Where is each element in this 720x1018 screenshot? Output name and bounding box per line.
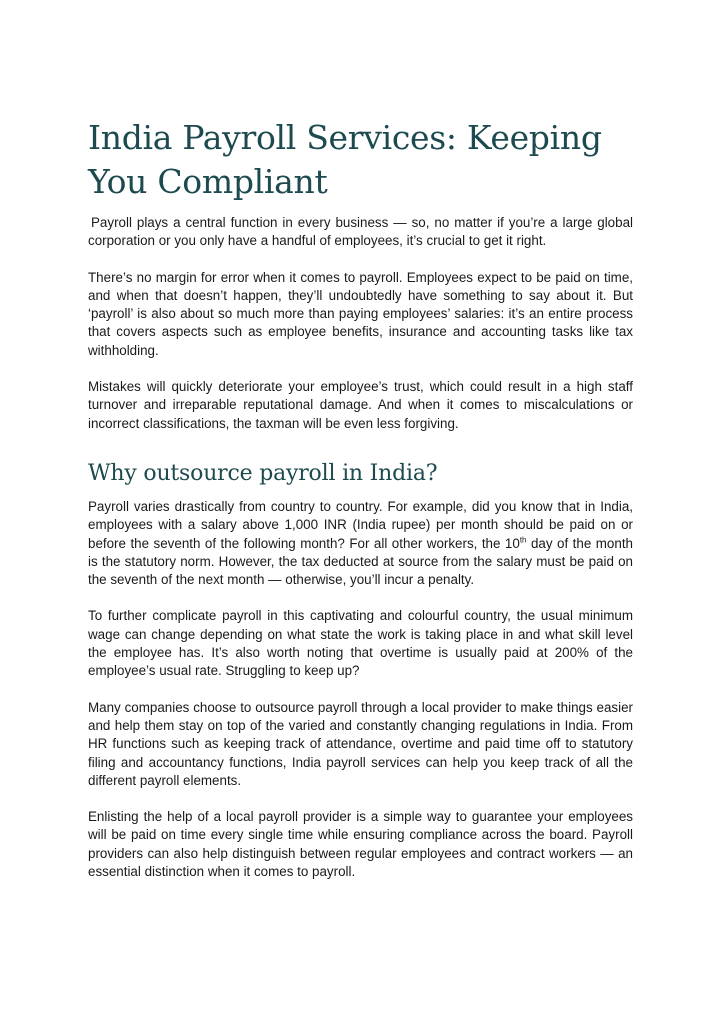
section-heading: Why outsource payroll in India? bbox=[88, 460, 438, 486]
section-paragraph-1 bbox=[88, 498, 633, 589]
section-paragraph-3: Many companies choose to outsource payroll through a local provider to make things easier and help them stay on top of the varied and constantly changing regulations in India. From HR functions such as keeping track of attendance, overtime and paid time off to statutory filing and accountancy functions, India payroll services can help you keep track of all the different payroll elements. bbox=[88, 699, 633, 788]
section-paragraph-1-text-b: day of the month is the statutory norm. However, the tax deducted at source from the salary must be paid on the seventh of the next month — otherwise, you’ll incur a penalty. bbox=[88, 535, 633, 588]
section-paragraph-2: To further complicate payroll in this captivating and colourful country, the usual minimum wage can change depending on what state the work is taking place in and what skill level the employee has. It’s also worth noting that overtime is usually paid at 200% of the employee’s usual rate. Struggling to keep up? bbox=[88, 608, 633, 679]
intro-paragraph-2: There’s no margin for error when it comes to payroll. Employees expect to be paid on time, and when that doesn’t happen, they’ll undoubtedly have something to say about it. But ‘payroll’ is also about so much more than paying employees’ salaries: it’s an entire process that covers aspects such as employee benefits, insurance and accounting tasks like tax withholding. bbox=[88, 269, 633, 358]
intro-paragraph-3: Mistakes will quickly deteriorate your employee’s trust, which could result in a high staff turnover and irreparable reputational damage. And when it comes to miscalculations or incorrect classifications, the taxman will be even less forgiving. bbox=[88, 379, 633, 431]
section-paragraph-1-text-a: Payroll varies drastically from country to country. For example, did you know that in India, employees with a salary above 1,000 INR (India rupee) per month should be paid on or before the seventh of the following month? For all other workers, the 10 bbox=[88, 498, 633, 551]
ordinal-suffix: th bbox=[519, 535, 527, 545]
page-title: India Payroll Services: Keeping You Compliant bbox=[88, 118, 602, 201]
intro-paragraph-1: Payroll plays a central function in every business — so, no matter if you’re a large global corporation or you only have a handful of employees, it’s crucial to get it right. bbox=[88, 215, 633, 249]
section-paragraph-4: Enlisting the help of a local payroll provider is a simple way to guarantee your employees will be paid on time every single time while ensuring compliance across the board. Payroll providers can also help distinguish between regular employees and contract workers — an essential distinction when it comes to payroll. bbox=[88, 809, 633, 880]
document-page bbox=[88, 116, 633, 899]
